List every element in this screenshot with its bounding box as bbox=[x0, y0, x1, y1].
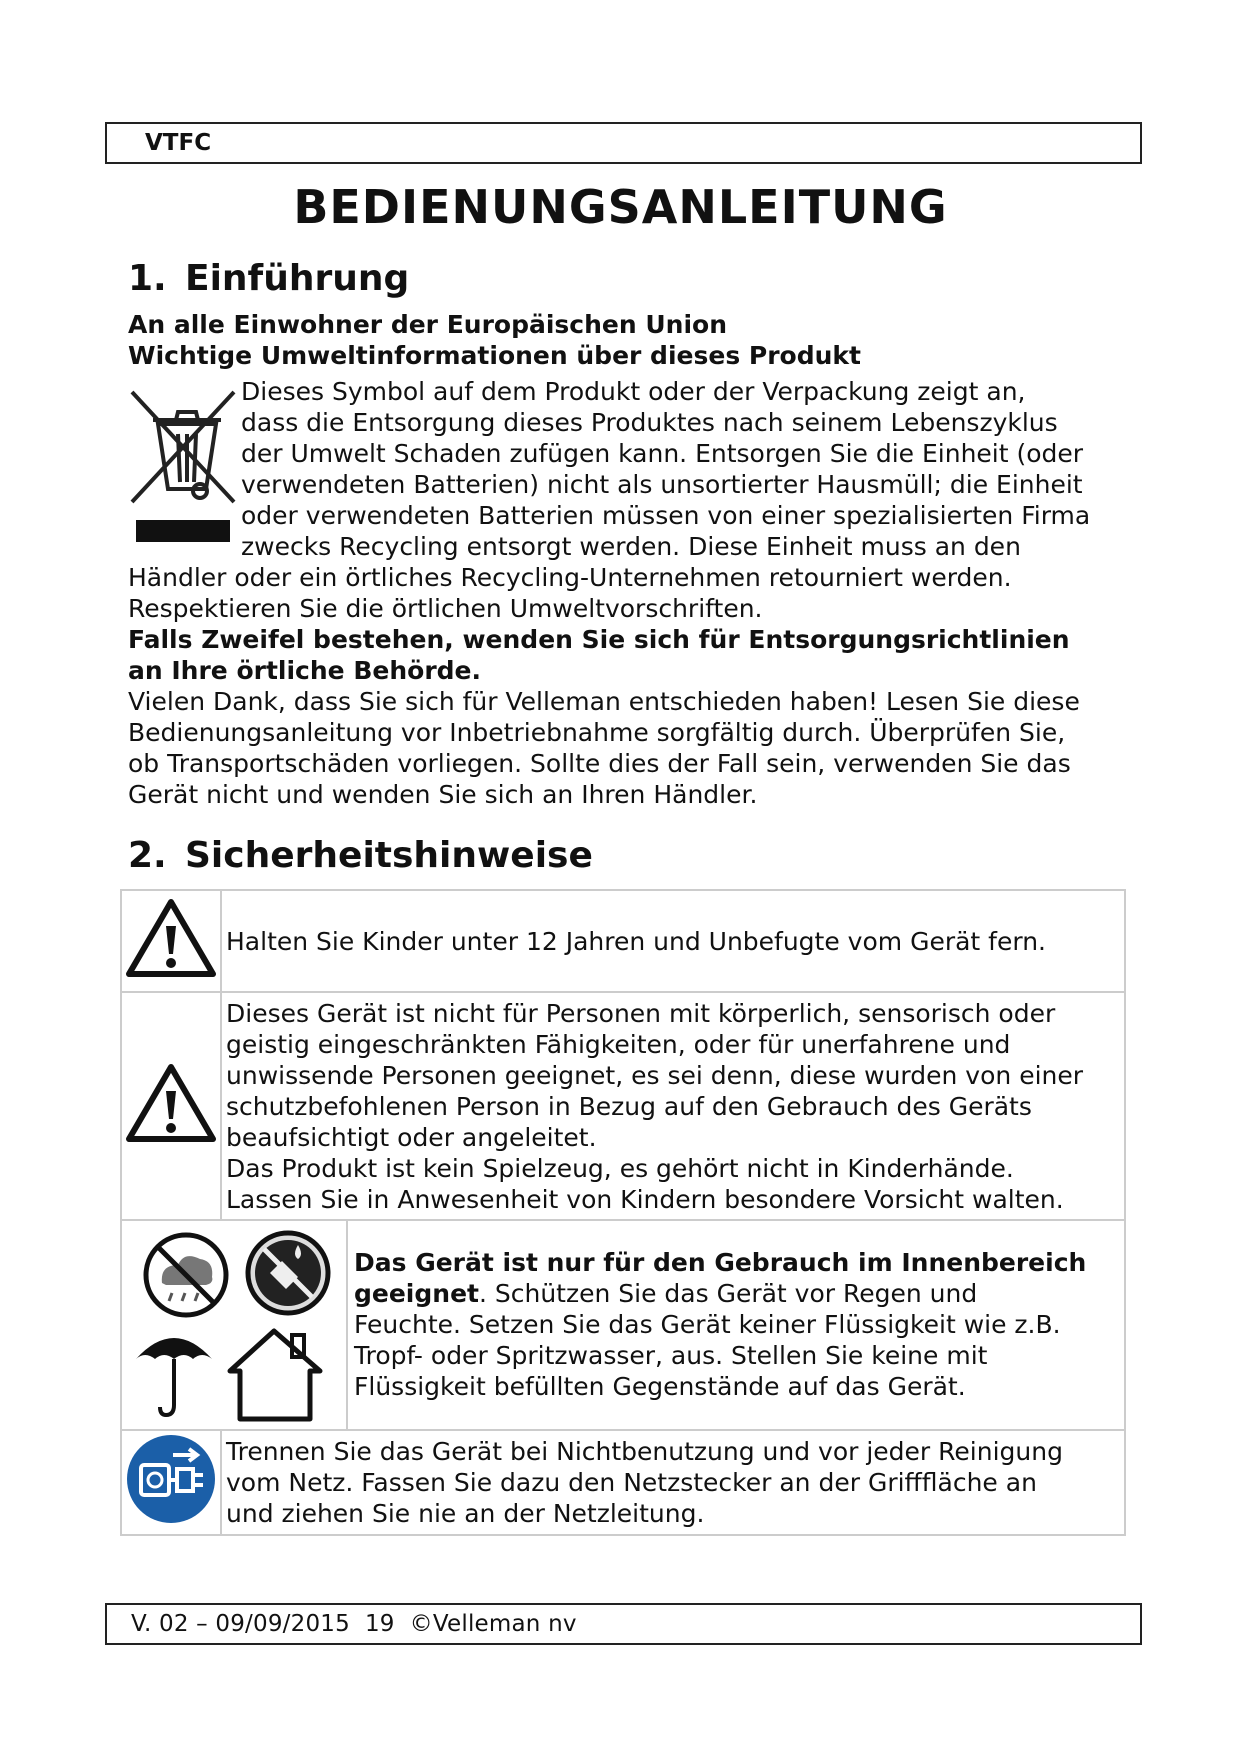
safety-line: Trennen Sie das Gerät bei Nichtbenutzung und vor jeder Reinigung bbox=[226, 1437, 1063, 1466]
section-2-heading bbox=[128, 835, 593, 876]
icon-cell bbox=[121, 1430, 221, 1535]
section-1-heading bbox=[128, 258, 409, 299]
section-2-number: 2. bbox=[128, 835, 167, 876]
icon-cell bbox=[121, 890, 221, 992]
safety-line: Tropf- oder Spritzwasser, aus. Stellen Sie keine mit bbox=[354, 1341, 988, 1370]
crossed-bin-icon bbox=[128, 384, 238, 554]
safety-line: vom Netz. Fassen Sie dazu den Netzstecker an der Grifffläche an bbox=[226, 1468, 1037, 1497]
eu-residents-line: An alle Einwohner der Europäischen Union bbox=[128, 310, 728, 339]
doubt-line: an Ihre örtliche Behörde. bbox=[128, 656, 481, 685]
footer-box bbox=[105, 1603, 1142, 1645]
umbrella-icon bbox=[136, 1338, 212, 1415]
doubt-line: Falls Zweifel bestehen, wenden Sie sich für Entsorgungsrichtlinien bbox=[128, 625, 1070, 654]
icon-cell bbox=[121, 992, 221, 1220]
weee-line: zwecks Recycling entsorgt werden. Diese Einheit muss an den bbox=[241, 532, 1021, 561]
house-icon bbox=[230, 1331, 320, 1419]
weee-cont-line: Händler oder ein örtliches Recycling-Unternehmen retourniert werden. bbox=[128, 563, 1012, 592]
thanks-line: Vielen Dank, dass Sie sich für Velleman entschieden haben! Lesen Sie diese bbox=[128, 687, 1080, 716]
safety-line: Das Produkt ist kein Spielzeug, es gehört nicht in Kinderhände. bbox=[226, 1153, 1014, 1183]
thanks-line: Gerät nicht und wenden Sie sich an Ihren Händler. bbox=[128, 780, 758, 809]
warning-icon bbox=[125, 896, 217, 980]
no-water-icon bbox=[248, 1233, 328, 1313]
weee-line: der Umwelt Schaden zufügen kann. Entsorgen Sie die Einheit (oder bbox=[241, 439, 1084, 468]
safety-line: Halten Sie Kinder unter 12 Jahren und Unbefugte vom Gerät fern. bbox=[226, 926, 1046, 956]
safety-line: und ziehen Sie nie an der Netzleitung. bbox=[226, 1499, 705, 1528]
thanks-line: Bedienungsanleitung vor Inbetriebnahme sorgfältig durch. Überprüfen Sie, bbox=[128, 718, 1066, 747]
indoor-text bbox=[348, 1221, 1124, 1429]
safety-line: geistig eingeschränkten Fähigkeiten, oder für unerfahrene und bbox=[226, 1029, 1011, 1059]
section-1-title: Einführung bbox=[185, 258, 410, 299]
unplug-icon bbox=[123, 1431, 219, 1527]
environment-info-line: Wichtige Umweltinformationen über dieses Produkt bbox=[128, 341, 861, 370]
safety-line: Dieses Gerät ist nicht für Personen mit körperlich, sensorisch oder bbox=[226, 998, 1056, 1028]
text-cell bbox=[221, 992, 1125, 1220]
weee-line: dass die Entsorgung dieses Produktes nach seinem Lebenszyklus bbox=[241, 408, 1058, 437]
indoor-mixed-line bbox=[354, 1278, 1118, 1309]
weee-line: Dieses Symbol auf dem Produkt oder der Verpackung zeigt an, bbox=[241, 377, 1026, 406]
header-box bbox=[105, 122, 1142, 164]
safety-line: schutzbefohlenen Person in Bezug auf den Gebrauch des Geräts bbox=[226, 1091, 1032, 1121]
safety-line: Flüssigkeit befüllten Gegenstände auf das Gerät. bbox=[354, 1372, 966, 1401]
document-title: BEDIENUNGSANLEITUNG bbox=[293, 180, 948, 234]
thanks-paragraph bbox=[128, 686, 1080, 810]
safety-row bbox=[121, 1430, 1125, 1535]
weee-paragraph bbox=[241, 376, 1141, 562]
thanks-line: ob Transportschäden vorliegen. Sollte dies der Fall sein, verwenden Sie das bbox=[128, 749, 1071, 778]
indoor-bold-line: Das Gerät ist nur für den Gebrauch im Innenbereich bbox=[354, 1248, 1087, 1277]
text-cell bbox=[221, 1430, 1125, 1535]
doubt-paragraph bbox=[128, 624, 1070, 686]
indoor-bold-word: geeignet bbox=[354, 1279, 479, 1308]
text-cell bbox=[221, 890, 1125, 992]
weee-line: verwendeten Batterien) nicht als unsortierter Hausmüll; die Einheit bbox=[241, 470, 1083, 499]
no-rain-icon bbox=[146, 1235, 226, 1315]
safety-line: beaufsichtigt oder angeleitet. bbox=[226, 1122, 597, 1152]
indoor-rest: . Schützen Sie das Gerät vor Regen und bbox=[478, 1279, 978, 1308]
safety-row bbox=[121, 890, 1125, 992]
safety-line: Feuchte. Setzen Sie das Gerät keiner Flüssigkeit wie z.B. bbox=[354, 1310, 1061, 1339]
section-2-title: Sicherheitshinweise bbox=[185, 835, 593, 876]
safety-row bbox=[121, 1220, 1125, 1430]
safety-row bbox=[121, 992, 1125, 1220]
section-1-number: 1. bbox=[128, 258, 167, 299]
model-name: VTFC bbox=[145, 130, 212, 156]
safety-line: Lassen Sie in Anwesenheit von Kindern besondere Vorsicht walten. bbox=[226, 1184, 1064, 1214]
indoor-icons bbox=[122, 1221, 348, 1429]
safety-table bbox=[120, 889, 1126, 1536]
indoor-cell bbox=[121, 1220, 1125, 1430]
weee-continuation bbox=[128, 562, 1012, 624]
weee-cont-line: Respektieren Sie die örtlichen Umweltvorschriften. bbox=[128, 594, 763, 623]
footer-text: V. 02 – 09/09/2015 19 ©Velleman nv bbox=[131, 1611, 577, 1637]
warning-icon bbox=[125, 1061, 217, 1145]
weee-line: oder verwendeten Batterien müssen von einer spezialisierten Firma bbox=[241, 501, 1091, 530]
safety-line: unwissende Personen geeignet, es sei denn, diese wurden von einer bbox=[226, 1060, 1084, 1090]
